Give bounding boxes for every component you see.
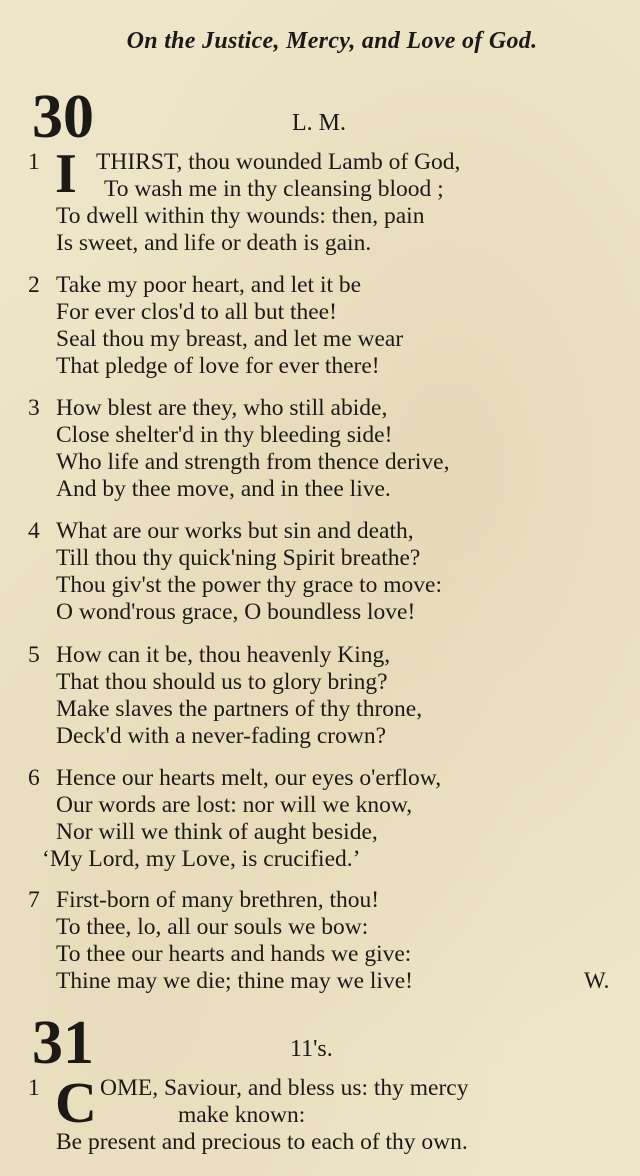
verse-line: OME, Saviour, and bless us: thy mercy [100, 1075, 469, 1101]
verse-line: How blest are they, who still abide, [56, 395, 388, 421]
hymn-30-stanza-1 [0, 149, 640, 257]
stanza-number: 6 [28, 765, 40, 791]
verse-line: Be present and precious to each of thy own. [56, 1129, 468, 1155]
verse-line: Close shelter'd in thy bleeding side! [56, 422, 393, 448]
verse-line: What are our works but sin and death, [56, 518, 414, 544]
verse-line: Take my poor heart, and let it be [56, 272, 362, 298]
verse-line: Seal thou my breast, and let me wear [56, 326, 404, 352]
verse-line: To dwell within thy wounds: then, pain [56, 203, 425, 229]
verse-line: That pledge of love for ever there! [56, 353, 380, 379]
hymn-30-stanza-5 [0, 642, 640, 750]
stanza-number: 1 [28, 1075, 40, 1101]
verse-line: O wond'rous grace, O boundless love! [56, 599, 416, 625]
hymn-30-stanza-7 [0, 887, 640, 995]
verse-line: Thou giv'st the power thy grace to move: [56, 572, 443, 598]
stanza-number: 1 [28, 149, 40, 175]
hymn-31-number: 31 [32, 1009, 94, 1077]
hymn-30-number: 30 [32, 83, 94, 151]
hymn-31-meter: 11's. [290, 1036, 333, 1062]
hymn-30-stanza-4 [0, 518, 640, 626]
verse-line: Our words are lost: nor will we know, [56, 792, 413, 818]
verse-line: Nor will we think of aught beside, [56, 819, 378, 845]
verse-line: make known: [178, 1102, 306, 1128]
verse-line: To thee our hearts and hands we give: [56, 941, 412, 967]
stanza-number: 3 [28, 395, 40, 421]
hymn-31-drop-cap: C [55, 1070, 97, 1135]
verse-line: THIRST, thou wounded Lamb of God, [96, 149, 461, 175]
verse-line: Who life and strength from thence derive, [56, 449, 450, 475]
verse-line: That thou should us to glory bring? [56, 669, 388, 695]
verse-line: And by thee move, and in thee live. [56, 476, 391, 502]
hymn-31-stanza-1 [0, 1070, 640, 1156]
verse-line: Hence our hearts melt, our eyes o'erflow, [56, 765, 442, 791]
author-attribution: W. [584, 968, 610, 993]
hymn-30-stanza-6 [0, 765, 640, 873]
stanza-number: 2 [28, 272, 40, 298]
stanza-number: 7 [28, 887, 40, 913]
verse-line: ‘My Lord, my Love, is crucified.’ [42, 846, 361, 872]
stanza-number: 4 [28, 518, 40, 544]
verse-line: Deck'd with a never-fading crown? [56, 723, 387, 749]
hymn-30-drop-cap: I [55, 143, 77, 205]
verse-line: How can it be, thou heavenly King, [56, 642, 391, 668]
verse-line: First-born of many brethren, thou! [56, 887, 380, 913]
verse-line: To wash me in thy cleansing blood ; [104, 176, 444, 202]
stanza-number: 5 [28, 642, 40, 668]
hymn-30-meter: L. M. [292, 110, 346, 136]
verse-line: Till thou thy quick'ning Spirit breathe? [56, 545, 421, 571]
verse-line: Make slaves the partners of thy throne, [56, 696, 423, 722]
verse-line: To thee, lo, all our souls we bow: [56, 914, 369, 940]
verse-line: Is sweet, and life or death is gain. [56, 230, 372, 256]
running-title: On the Justice, Mercy, and Love of God. [126, 28, 538, 54]
verse-line: Thine may we die; thine may we live! [56, 968, 413, 994]
verse-line: For ever clos'd to all but thee! [56, 299, 337, 325]
hymn-30-stanza-2 [0, 272, 640, 380]
hymn-30-stanza-3 [0, 395, 640, 503]
